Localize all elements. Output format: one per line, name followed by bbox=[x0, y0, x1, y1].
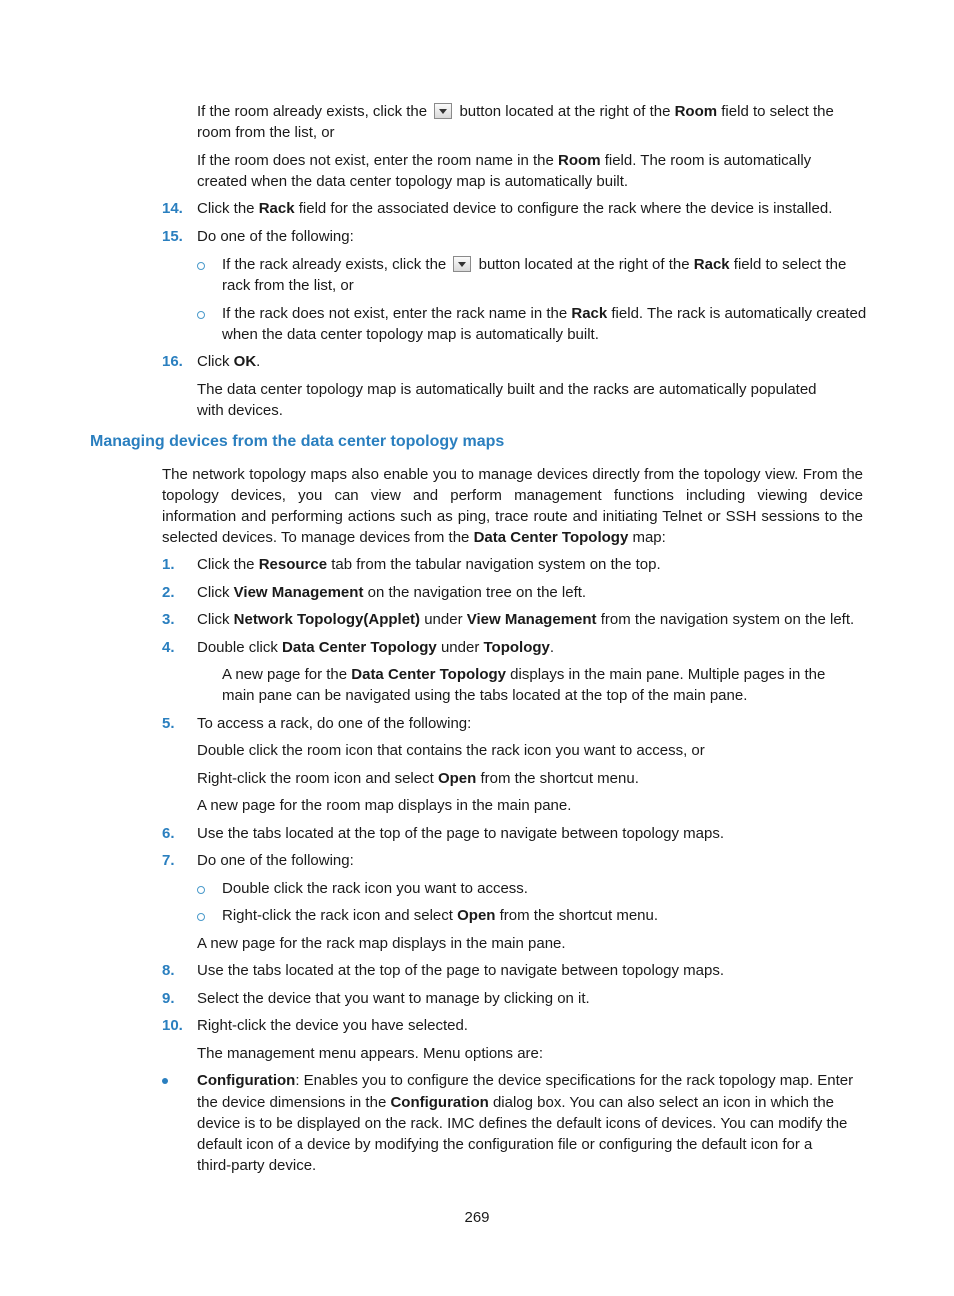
option-text-line2: rack from the list, or bbox=[222, 277, 354, 294]
room-exists-text-line2: room from the list, or bbox=[197, 124, 335, 141]
step-result: A new page for the room map displays in the main pane. bbox=[197, 797, 572, 814]
step-number: 9. bbox=[162, 990, 175, 1007]
config-line: the device dimensions in the Configuration dialog box. You can also select an icon in which the bbox=[197, 1094, 835, 1111]
step-number: 10. bbox=[162, 1017, 183, 1034]
step-number: 5. bbox=[162, 715, 175, 732]
step-number: 16. bbox=[162, 353, 183, 370]
step-text: Click the Rack field for the associated device to configure the rack where the device is installed. bbox=[197, 200, 833, 217]
step-result: A new page for the Data Center Topology displays in the main pane. Multiple pages in the bbox=[222, 666, 826, 683]
intro-line: selected devices. To manage devices from the Data Center Topology map: bbox=[162, 529, 666, 546]
step-number: 1. bbox=[162, 556, 175, 573]
step-text: Use the tabs located at the top of the page to navigate between topology maps. bbox=[197, 825, 725, 842]
circle-bullet-icon bbox=[197, 886, 205, 894]
config-line: default icon of a device by modifying the configuration file or configuring the default icon for a bbox=[197, 1136, 813, 1153]
room-exists-text: If the room already exists, click the button located at the right of the Room field to select the bbox=[197, 103, 834, 120]
step-text: Click View Management on the navigation tree on the left. bbox=[197, 584, 587, 601]
step-number: 6. bbox=[162, 825, 175, 842]
step-text: Click OK. bbox=[197, 353, 261, 370]
config-line: third-party device. bbox=[197, 1157, 317, 1174]
step-text: Use the tabs located at the top of the page to navigate between topology maps. bbox=[197, 962, 725, 979]
page-number: 269 bbox=[464, 1209, 490, 1226]
step-result-line2: main pane can be navigated using the tabs located at the top of the main pane. bbox=[222, 687, 748, 704]
step-text: Do one of the following: bbox=[197, 852, 354, 869]
room-not-exist-text-line2: created when the data center topology map is automatically built. bbox=[197, 173, 629, 190]
chevron-down-icon bbox=[434, 103, 452, 119]
step-number: 4. bbox=[162, 639, 175, 656]
circle-bullet-icon bbox=[197, 311, 205, 319]
step-number: 2. bbox=[162, 584, 175, 601]
chevron-down-icon bbox=[453, 256, 471, 272]
circle-bullet-icon bbox=[197, 913, 205, 921]
step-text: Click the Resource tab from the tabular navigation system on the top. bbox=[197, 556, 661, 573]
step-number: 3. bbox=[162, 611, 175, 628]
step-sub-text: Right-click the room icon and select Open from the shortcut menu. bbox=[197, 770, 639, 787]
step-result-line2: with devices. bbox=[197, 402, 283, 419]
intro-line: information and performing actions such as ping, trace route and initiating Telnet or SSH sessions to the bbox=[162, 508, 863, 525]
step-text: Do one of the following: bbox=[197, 228, 354, 245]
option-text-line2: when the data center topology map is automatically built. bbox=[222, 326, 599, 343]
option-text: Right-click the rack icon and select Open from the shortcut menu. bbox=[222, 907, 659, 924]
step-number: 8. bbox=[162, 962, 175, 979]
intro-line: topology devices, you can view and perform management functions including viewing device bbox=[162, 487, 863, 504]
config-line: device is to be displayed on the rack. IMC defines the default icons of devices. You can modify the bbox=[197, 1115, 848, 1132]
circle-bullet-icon bbox=[197, 262, 205, 270]
dot-bullet-icon bbox=[162, 1078, 168, 1084]
option-text: If the rack does not exist, enter the rack name in the Rack field. The rack is automatically created bbox=[222, 305, 867, 322]
option-text: If the rack already exists, click the button located at the right of the Rack field to select the bbox=[222, 256, 847, 273]
step-number: 14. bbox=[162, 200, 183, 217]
step-text: Double click Data Center Topology under Topology. bbox=[197, 639, 555, 656]
step-sub-text: Double click the room icon that contains the rack icon you want to access, or bbox=[197, 742, 705, 759]
step-number: 15. bbox=[162, 228, 183, 245]
step-number: 7. bbox=[162, 852, 175, 869]
step-text: To access a rack, do one of the following: bbox=[197, 715, 472, 732]
step-result: The data center topology map is automatically built and the racks are automatically populated bbox=[197, 381, 817, 398]
step-text: Click Network Topology(Applet) under View Management from the navigation system on the left. bbox=[197, 611, 855, 628]
config-line: Configuration: Enables you to configure the device specifications for the rack topology map. Enter bbox=[197, 1072, 854, 1089]
step-result: The management menu appears. Menu options are: bbox=[197, 1045, 544, 1062]
step-text: Right-click the device you have selected. bbox=[197, 1017, 468, 1034]
step-result: A new page for the rack map displays in the main pane. bbox=[197, 935, 566, 952]
room-not-exist-text: If the room does not exist, enter the room name in the Room field. The room is automatically bbox=[197, 152, 812, 169]
option-text: Double click the rack icon you want to access. bbox=[222, 880, 528, 897]
intro-line: The network topology maps also enable you to manage devices directly from the topology view. From the bbox=[162, 466, 863, 483]
section-heading: Managing devices from the data center topology maps bbox=[90, 433, 505, 450]
step-text: Select the device that you want to manage by clicking on it. bbox=[197, 990, 590, 1007]
